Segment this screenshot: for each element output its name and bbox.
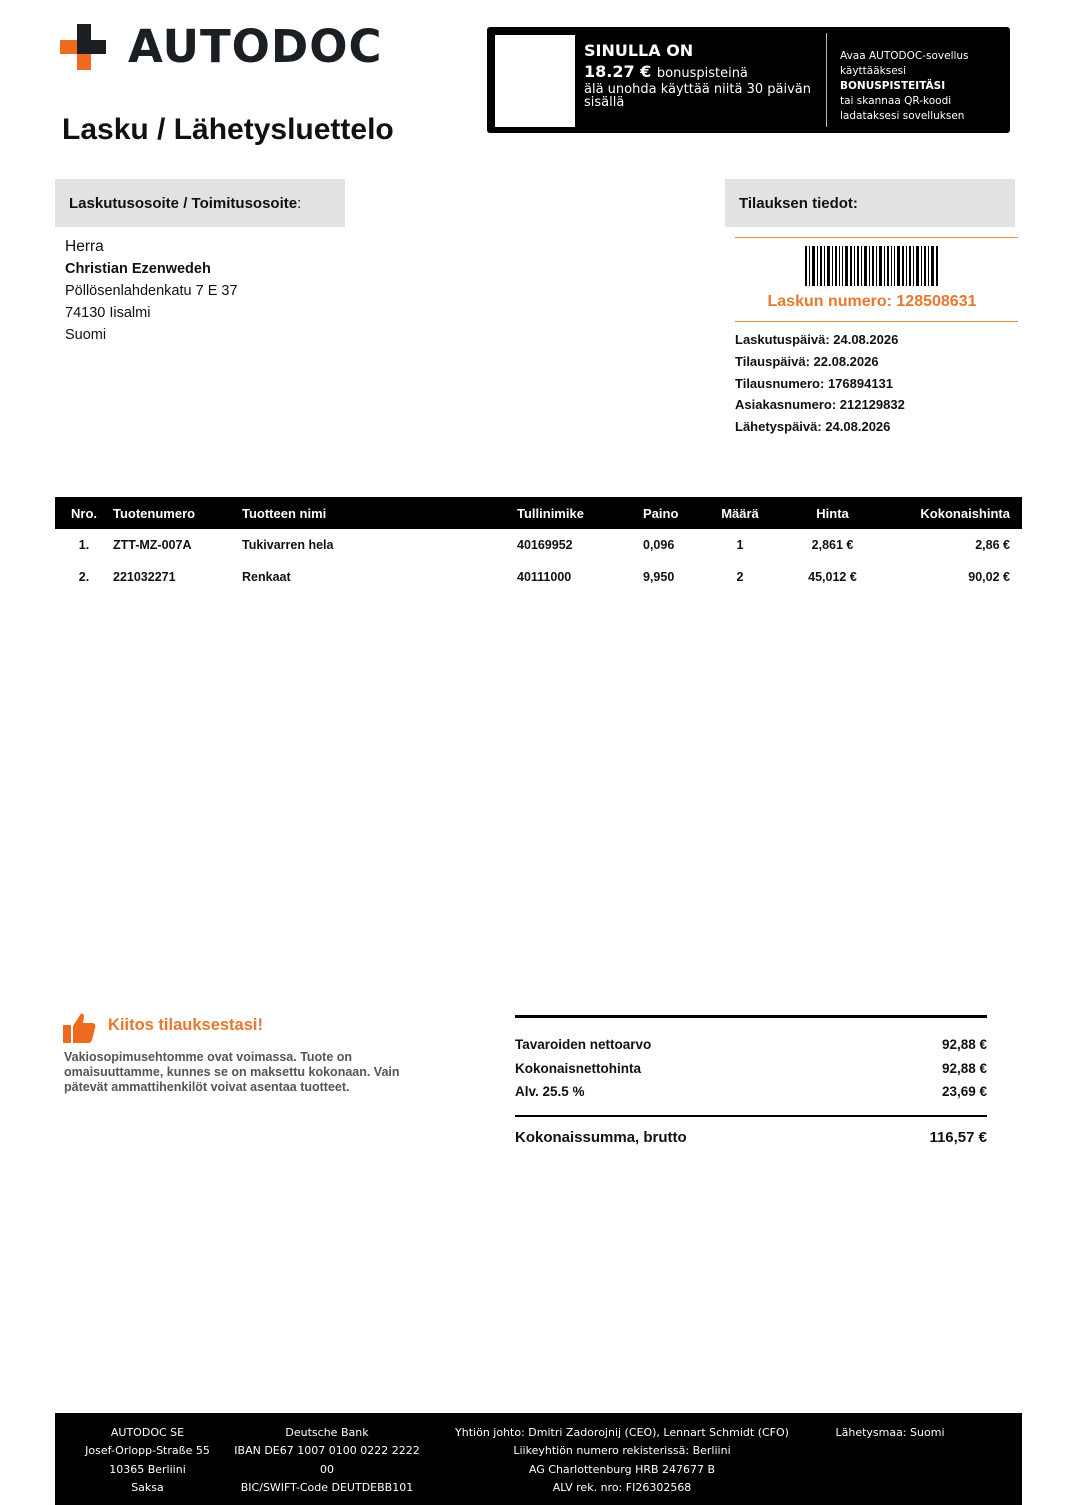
address-section-header: [55, 179, 345, 227]
table-row: [55, 561, 1022, 593]
cell-tuotenumero: 221032271: [113, 570, 176, 584]
footer-company: [75, 1424, 220, 1497]
gross-label: Kokonaissumma, brutto: [515, 1128, 687, 1146]
bonus-right-line2-prefix: käyttääksesi: [840, 65, 907, 77]
footer-company-line: Josef-Orlopp-Straße 55: [85, 1444, 210, 1458]
net-goods-value: 92,88 €: [941, 1037, 987, 1053]
orange-divider-bottom: [735, 321, 1018, 322]
footer-company-line: Saksa: [131, 1480, 164, 1494]
footer-shipping-country: Lähetysmaa: Suomi: [835, 1426, 945, 1439]
totals-rule-mid: [515, 1115, 987, 1117]
net-total-value: 92,88 €: [941, 1060, 987, 1076]
vat-label: Alv. 25.5 %: [515, 1084, 585, 1100]
cell-nro: 1.: [78, 538, 90, 552]
thumbs-up-icon: [62, 1012, 96, 1044]
footer-management-line: AG Charlottenburg HRB 247677 B: [528, 1462, 716, 1476]
bonus-divider: [826, 33, 827, 127]
country: Suomi: [65, 327, 107, 343]
items-table: [55, 497, 1022, 593]
thanks-title: Kiitos tilauksestasi!: [108, 1016, 263, 1034]
customer-number: Asiakasnumero: 212129832: [735, 397, 905, 413]
order-date: Tilauspäivä: 22.08.2026: [735, 353, 879, 369]
bonus-app-info: [840, 49, 1008, 124]
street-address: Pöllösenlahdenkatu 7 E 37: [65, 283, 238, 299]
autodoc-logo: [60, 20, 383, 73]
gross-value: 116,57 €: [929, 1128, 987, 1146]
totals-block: [515, 1015, 987, 1146]
bonus-right-line2: [840, 64, 1008, 94]
col-header-nimi: Tuotteen nimi: [242, 505, 327, 521]
col-header-paino: Paino: [643, 505, 679, 521]
thanks-text: Vakiosopimusehtomme ovat voimassa. Tuote on omaisuuttamme, kunnes se on maksettu kokonaan. Vain pätevät ammattihenkilöt voivat asentaa tuotteet.: [64, 1050, 400, 1094]
col-header-tuotenumero: Tuotenumero: [113, 505, 196, 521]
total-row-gross: [515, 1129, 987, 1146]
total-row-vat: [515, 1080, 987, 1104]
footer: [55, 1413, 1022, 1505]
cell-tuotenumero: ZTT-MZ-007A: [113, 538, 192, 552]
col-header-kokonaishinta: Kokonaishinta: [920, 505, 1010, 521]
col-header-maara: Määrä: [721, 505, 759, 521]
footer-management-line: ALV rek. nro: FI26302568: [552, 1480, 692, 1494]
footer-management-line: Yhtiön johto: Dmitri Zadorojnij (CEO), Lennart Schmidt (CFO): [455, 1426, 789, 1439]
footer-company-line: AUTODOC SE: [110, 1426, 185, 1439]
footer-bank-line: IBAN DE67 1007 0100 0222 2222 00: [234, 1444, 420, 1476]
footer-management: [440, 1424, 804, 1497]
autodoc-cross-icon: [60, 24, 106, 70]
bonus-heading: SINULLA ON: [584, 41, 694, 60]
order-section-header: Tilauksen tiedot:: [725, 179, 1015, 227]
table-row: [55, 529, 1022, 561]
footer-company-line: 10365 Berliini: [109, 1462, 186, 1476]
col-header-tullinimike: Tullinimike: [517, 505, 584, 521]
invoice-number: Laskun numero: 128508631: [767, 293, 977, 310]
bonus-right-line4: ladataksesi sovelluksen: [840, 110, 965, 122]
cell-kokonaishinta: 2,86 €: [975, 538, 1010, 552]
bonus-right-line2-bold: BONUSPISTEITÄSI: [840, 80, 946, 92]
order-number: Tilausnumero: 176894131: [735, 375, 894, 391]
customer-name: Christian Ezenwedeh: [65, 261, 211, 277]
bonus-right-line1: Avaa AUTODOC-sovellus: [840, 50, 969, 62]
net-total-label: Kokonaisnettohinta: [515, 1060, 642, 1076]
bonus-amount-line: [584, 62, 816, 81]
barcode-icon: [805, 246, 939, 286]
qr-code-placeholder: [495, 35, 575, 127]
salutation: Herra: [65, 238, 104, 255]
order-details: [735, 329, 905, 438]
cell-paino: 0,096: [643, 538, 675, 552]
cell-tullinimike: 40169952: [517, 538, 573, 552]
page-title: Lasku / Lähetysluettelo: [62, 113, 394, 146]
cell-hinta: 2,861 €: [811, 538, 854, 552]
logo-text: AUTODOC: [128, 20, 383, 73]
cell-hinta: 45,012 €: [808, 570, 857, 584]
cell-kokonaishinta: 90,02 €: [968, 570, 1010, 584]
cell-maara: 1: [736, 538, 744, 552]
table-header-row: [55, 497, 1022, 529]
bonus-note: älä unohda käyttää niitä 30 päivän sisällä: [584, 82, 811, 110]
net-goods-label: Tavaroiden nettoarvo: [515, 1037, 652, 1053]
bonus-amount: 18.27 €: [584, 62, 652, 81]
col-header-hinta: Hinta: [816, 505, 849, 521]
total-row-net-total: [515, 1057, 987, 1081]
cell-tullinimike: 40111000: [517, 570, 572, 584]
footer-bank-line: Deutsche Bank: [285, 1426, 369, 1439]
footer-bank: [227, 1424, 427, 1497]
bonus-amount-label: bonuspisteinä: [656, 66, 748, 81]
col-header-nro: Nro.: [71, 505, 97, 521]
footer-bank-line: BIC/SWIFT-Code DEUTDEBB101: [240, 1480, 414, 1494]
bonus-info: [584, 41, 816, 109]
city: 74130 Iisalmi: [65, 305, 151, 321]
total-row-net-goods: [515, 1033, 987, 1057]
cell-maara: 2: [736, 570, 744, 584]
cell-nimi: Tukivarren hela: [242, 538, 334, 552]
address-header-label: Laskutusosoite / Toimitusosoite: [69, 195, 298, 212]
bonus-right-line3: tai skannaa QR-koodi: [840, 95, 952, 107]
footer-management-line: Liikeyhtiön numero rekisterissä: Berliini: [513, 1444, 731, 1458]
cell-paino: 9,950: [643, 570, 675, 584]
vat-value: 23,69 €: [941, 1084, 987, 1100]
address-header-colon: :: [297, 195, 302, 212]
invoice-date: Laskutuspäivä: 24.08.2026: [735, 332, 899, 347]
orange-divider-top: [735, 237, 1018, 238]
cell-nro: 2.: [78, 570, 90, 584]
cell-nimi: Renkaat: [242, 570, 291, 584]
address-block: [65, 236, 238, 346]
shipping-date: Lähetyspäivä: 24.08.2026: [735, 419, 891, 435]
bonus-banner: [487, 27, 1010, 133]
